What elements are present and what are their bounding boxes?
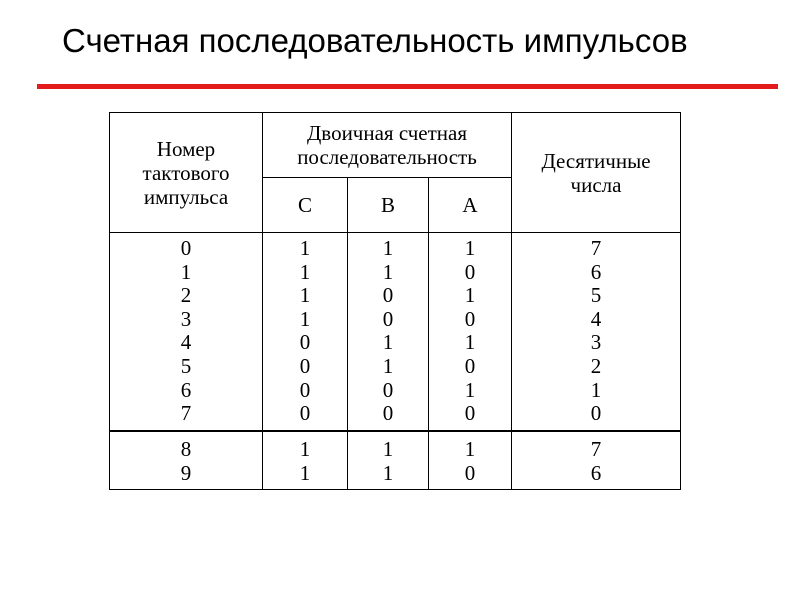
table-cell: 1: [382, 460, 394, 485]
header-bit-a: A: [429, 178, 512, 233]
table-cell: 2: [180, 283, 192, 308]
decimal-column: [512, 431, 681, 490]
table-cell: 0: [180, 236, 192, 260]
table-cell: 0: [464, 353, 476, 378]
table-cell: 0: [464, 259, 476, 284]
decimal-column: [512, 233, 681, 431]
table-cell: 1: [299, 436, 311, 461]
table-cell: 1: [464, 377, 476, 402]
header-bit-b: B: [348, 178, 429, 233]
table-cell: 1: [382, 236, 394, 260]
table-cell: 0: [382, 306, 394, 331]
table-cell: 5: [180, 353, 192, 378]
bit-a-column: [429, 431, 512, 490]
bit-a-column: [429, 233, 512, 431]
table-cell: 0: [464, 460, 476, 485]
table-cell: 1: [382, 330, 394, 355]
pulse-number-column: [110, 233, 263, 431]
table-cell: 8: [180, 436, 192, 461]
table-cell: 7: [590, 436, 602, 461]
table-cell: 1: [464, 283, 476, 308]
table-cell: 3: [180, 306, 192, 331]
table-cell: 0: [299, 401, 311, 426]
table-cell: 0: [299, 353, 311, 378]
header-decimal-line: Десятичные: [541, 148, 651, 173]
title-underline: [37, 84, 778, 89]
table-cell: 4: [180, 330, 192, 355]
table-cell: 9: [180, 460, 192, 485]
table-cell: 1: [464, 436, 476, 461]
table-cell: 7: [590, 236, 602, 260]
table-cell: 1: [590, 377, 602, 402]
main-rows-block: [110, 233, 681, 431]
header-binary-sequence: [263, 113, 512, 178]
table-cell: 1: [299, 236, 311, 260]
table-cell: 0: [382, 377, 394, 402]
table-cell: 1: [299, 259, 311, 284]
table-cell: 1: [382, 259, 394, 284]
bit-c-column: [263, 431, 348, 490]
table-cell: 3: [590, 330, 602, 355]
header-decimal: [512, 113, 681, 233]
table-cell: 0: [299, 330, 311, 355]
table-cell: 1: [464, 236, 476, 260]
pulse-sequence-table: [109, 112, 681, 490]
bit-b-column: [348, 431, 429, 490]
table-cell: 1: [382, 353, 394, 378]
table-cell: 1: [382, 436, 394, 461]
header-pulse-number-line: Номер: [156, 136, 216, 161]
table-cell: 2: [590, 353, 602, 378]
table-cell: 4: [590, 306, 602, 331]
table-cell: 1: [180, 259, 192, 284]
table-cell: 0: [382, 401, 394, 426]
header-pulse-number-line: тактового: [142, 160, 230, 185]
bit-c-column: [263, 233, 348, 431]
table-cell: 1: [464, 330, 476, 355]
bit-b-column: [348, 233, 429, 431]
table-cell: 6: [590, 460, 602, 485]
table-cell: 1: [299, 283, 311, 308]
table-cell: 1: [299, 306, 311, 331]
table-cell: 5: [590, 283, 602, 308]
extra-rows-block: [110, 431, 681, 490]
slide-title: Счетная последовательность импульсов: [62, 22, 688, 59]
table-cell: 6: [590, 259, 602, 284]
header-pulse-number-line: импульса: [143, 184, 229, 209]
table-cell: 0: [590, 401, 602, 426]
table-cell: 0: [464, 306, 476, 331]
header-binary-sequence-line: последовательность: [297, 145, 477, 169]
table-cell: 0: [382, 283, 394, 308]
table-cell: 1: [299, 460, 311, 485]
table-cell: 0: [299, 377, 311, 402]
table-cell: 0: [464, 401, 476, 426]
table-cell: 6: [180, 377, 192, 402]
table-cell: 7: [180, 401, 192, 426]
header-decimal-line: числа: [570, 172, 622, 197]
header-binary-sequence-line: Двоичная счетная: [306, 121, 468, 145]
pulse-number-column: [110, 431, 263, 490]
header-bit-c: C: [263, 178, 348, 233]
header-pulse-number: [110, 113, 263, 233]
